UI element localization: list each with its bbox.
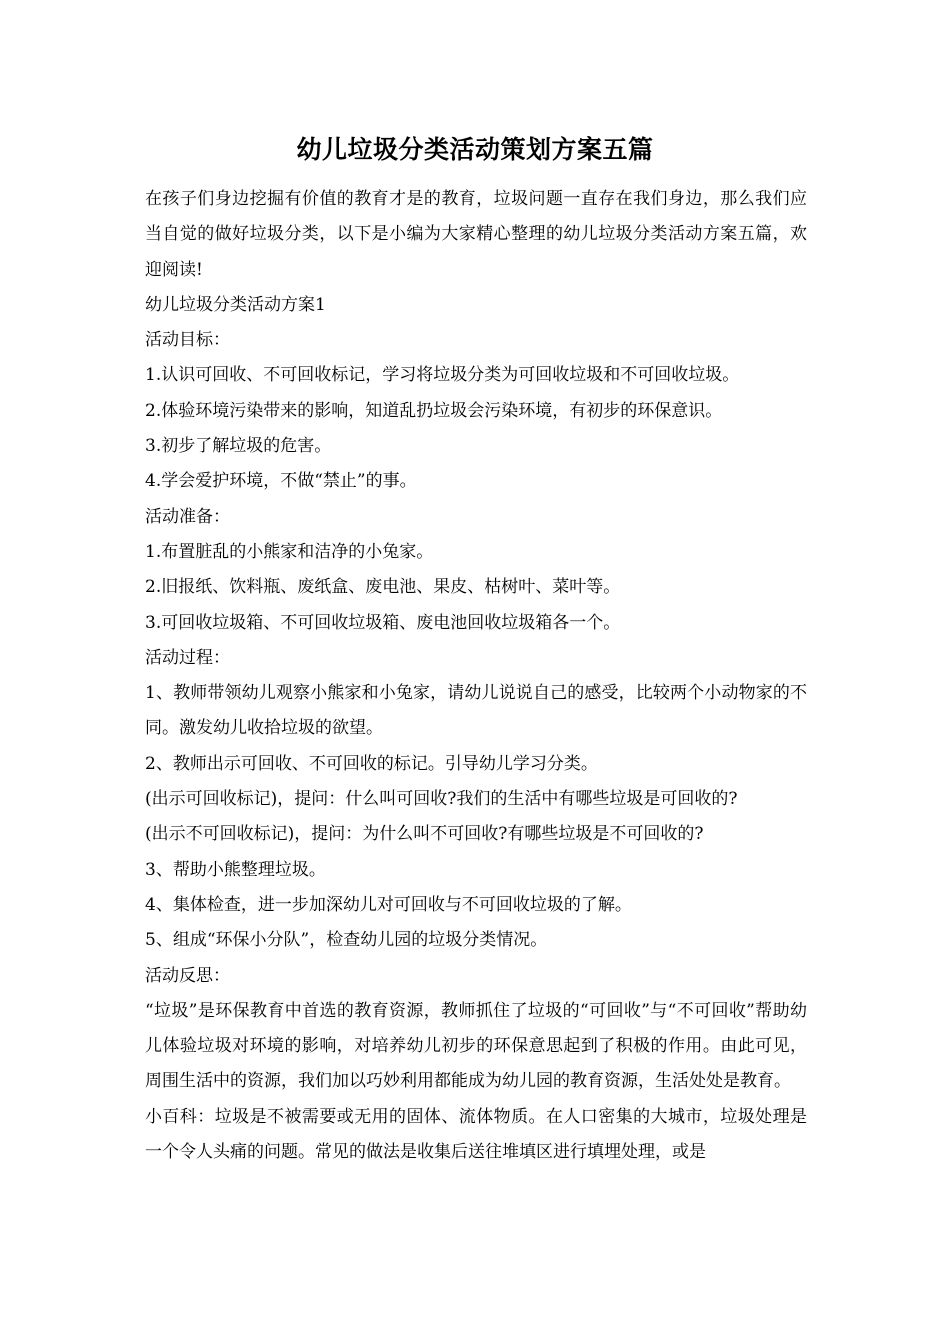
process-question: (出示可回收标记)，提问：什么叫可回收?我们的生活中有哪些垃圾是可回收的? <box>145 789 738 810</box>
reflection-paragraph: “垃圾”是环保教育中首选的教育资源，教师抓住了垃圾的“可回收”与“不可回收”帮助幼儿体验垃圾对环境的影响，对培养幼儿初步的环保意思起到了积极的作用。由此可见，周围生活中的资源，我们加以巧妙利用都能成为幼儿园的教育资源，生活处处是教育。 <box>145 1000 807 1092</box>
goal-item: 1.认识可回收、不可回收标记，学习将垃圾分类为可回收垃圾和不可回收垃圾。 <box>145 365 740 386</box>
preparation-item: 2.旧报纸、饮料瓶、废纸盒、废电池、果皮、枯树叶、菜叶等。 <box>145 577 621 598</box>
subheading-process: 活动过程： <box>145 647 230 668</box>
process-item: 3、帮助小熊整理垃圾。 <box>145 859 326 880</box>
process-item: 5、组成“环保小分队”，检查幼儿园的垃圾分类情况。 <box>145 930 548 951</box>
preparation-item: 1.布置脏乱的小熊家和洁净的小兔家。 <box>145 541 434 562</box>
subheading-preparation: 活动准备： <box>145 506 230 527</box>
document-body <box>145 182 807 1170</box>
subheading-goals: 活动目标： <box>145 330 230 351</box>
document-title: 幼儿垃圾分类活动策划方案五篇 <box>296 135 654 164</box>
process-item: 2、教师出示可回收、不可回收的标记。引导幼儿学习分类。 <box>145 753 598 774</box>
goal-item: 3.初步了解垃圾的危害。 <box>145 436 332 457</box>
preparation-item: 3.可回收垃圾箱、不可回收垃圾箱、废电池回收垃圾箱各一个。 <box>145 612 621 633</box>
goal-item: 2.体验环境污染带来的影响，知道乱扔垃圾会污染环境，有初步的环保意识。 <box>145 400 723 421</box>
process-item: 4、集体检查，进一步加深幼儿对可回收与不可回收垃圾的了解。 <box>145 894 632 915</box>
section-heading: 幼儿垃圾分类活动方案1 <box>145 294 326 315</box>
subheading-reflection: 活动反思： <box>145 965 230 986</box>
encyclopedia-paragraph: 小百科：垃圾是不被需要或无用的固体、流体物质。在人口密集的大城市，垃圾处理是一个令人头痛的问题。常见的做法是收集后送往堆填区进行填埋处理，或是 <box>145 1106 807 1163</box>
intro-paragraph: 在孩子们身边挖掘有价值的教育才是的教育，垃圾问题一直存在我们身边，那么我们应当自觉的做好垃圾分类，以下是小编为大家精心整理的幼儿垃圾分类活动方案五篇，欢迎阅读! <box>145 189 807 280</box>
goal-item: 4.学会爱护环境，不做“禁止”的事。 <box>145 471 417 492</box>
process-item: 1、教师带领幼儿观察小熊家和小兔家，请幼儿说说自己的感受，比较两个小动物家的不同。激发幼儿收拾垃圾的欲望。 <box>145 683 807 739</box>
process-question: (出示不可回收标记)，提问：为什么叫不可回收?有哪些垃圾是不可回收的? <box>145 824 704 845</box>
